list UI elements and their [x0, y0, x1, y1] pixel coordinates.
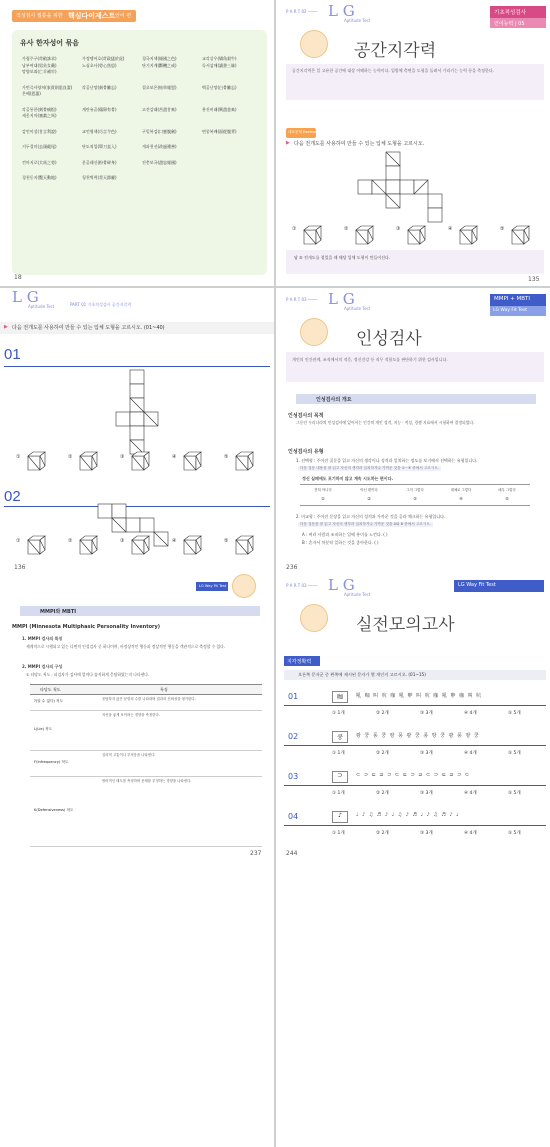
example-tag: 대표문제 Examples [286, 128, 316, 138]
question-number: 04 [288, 812, 299, 821]
divider [284, 705, 546, 706]
symbol-row: ⊂ ⊃ ⊆ ⊇ ⊃ ⊂ ⊆ ⊃ ⊇ ⊂ ⊃ ⊆ ⊇ ⊃ ⊂ [356, 772, 471, 778]
answer-choice: ④ 4개 [464, 751, 477, 756]
table-head-cell: 타당도 척도 [40, 687, 61, 692]
answer-choice: ④ 4개 [464, 791, 477, 796]
idiom-item: 감언이설(甘言利說) [22, 128, 57, 134]
lgt-series: Aptitude Test [344, 592, 371, 597]
idiom-item: 독서삼매(讀書三昧) [202, 62, 237, 68]
answer-choice: ③ 3개 [420, 831, 433, 836]
option-cube-icon [458, 224, 480, 246]
symbol-row: 쾅 쿵 퐁 쿵 땅 퐁 쾅 쿵 퐁 땅 쿵 쾅 퐁 땅 쿵 [356, 733, 480, 739]
page-number: 236 [286, 564, 298, 571]
table-cell: ?(알 수 없다) 척도 [34, 699, 63, 703]
option-cube-icon [130, 450, 152, 472]
idiom-item: 가빈즉사양처(家貧則思良妻) [22, 84, 73, 90]
page-number: 136 [14, 564, 26, 571]
mascot-icon [300, 318, 328, 346]
option-cube-icon [78, 450, 100, 472]
answer-choice: ⑤ 5개 [508, 711, 521, 716]
net-figure [346, 150, 466, 224]
idiom-item: 청천벽력(靑天霹靂) [82, 175, 117, 180]
page-number: 18 [14, 274, 22, 281]
chapter-label: PART 01 기초적성검사 공간지각력 [70, 302, 132, 307]
page-236 [276, 288, 550, 574]
page-title: 실전모의고사 [356, 615, 455, 635]
lgt-logo: L G [328, 290, 355, 308]
table-row [30, 710, 262, 751]
scale-mark: ② [367, 496, 371, 501]
sub-tab: 지각정확력 [284, 656, 320, 666]
idiom-item: 경천동지(驚天動地) [22, 175, 57, 180]
lgt-series: Aptitude Test [28, 304, 55, 309]
mascot-icon [232, 574, 256, 598]
badge-sub: 언어 편 [115, 13, 132, 19]
section-bar: 인성검사의 개요 [296, 394, 536, 404]
purpose-text: 그동안 우리나라의 인성검사에 있어서는 인간의 개인 성격, 지능 · 적성, 경쟁 지표에서 시험하여 결정되었다. [296, 420, 475, 425]
intro-box: 개인의 인간관계, 조직에서의 적응, 정신건강 등 직무 적합도를 판단하기 위한 검사입니다. [286, 352, 544, 382]
table-cell: 심리적 고통이나 부적응을 나타낸다. [102, 753, 156, 757]
type2-text: 2. 비교형 : 주어진 문장을 읽고 자신의 성격과 가까운 것을 골라 체크하는 유형입니다. [296, 514, 446, 519]
idiom-item: 구밀복검(口蜜腹劍) [142, 128, 177, 134]
answer-box: 답 ⑤ 전개도를 접었을 때 해당 입체 도형이 만들어진다. [286, 250, 544, 274]
section-bar: MMPI와 MBTI [20, 606, 260, 616]
page-number: 135 [528, 276, 540, 283]
lgt-series: Aptitude Test [344, 306, 371, 311]
idiom-item: 진충보국(盡忠報國) [142, 159, 177, 165]
option-cube-icon [78, 534, 100, 556]
answer-choice: ③ 3개 [420, 711, 433, 716]
page-244 [276, 574, 550, 860]
idiom-item: 단도직입(單刀直入) [82, 144, 117, 149]
option-label: ① [292, 226, 297, 232]
idiom-item: 경국지색(傾國之色) [142, 56, 177, 61]
table-cell: 방어적인 태도를 측정하며 문제를 부정하는 경향을 나타낸다. [102, 779, 192, 783]
scale-mark: ① [321, 496, 325, 501]
part-strip: P A R T 02 ──── [286, 9, 318, 14]
key-symbol: 咖 [332, 691, 348, 703]
heading-purpose: 인성검사의 목적 [288, 413, 324, 419]
idiom-item: 거두절미(去頭截尾) [22, 144, 57, 149]
answer-choice: ② 2개 [376, 831, 389, 836]
option-label: ④ [172, 454, 177, 460]
page-number: 237 [250, 850, 262, 857]
option-cube-icon [182, 450, 204, 472]
option-label: ③ [396, 226, 401, 232]
answer-choice: ② 2개 [376, 751, 389, 756]
type2-note: 다음 질문을 잘 읽고 자신의 생각과 일치하거나 가까운 것을 A와 B 중에서 고르시오. [300, 522, 431, 526]
lgt-series: Aptitude Test [344, 18, 371, 23]
answer-choice: ① 1개 [332, 751, 345, 756]
option-label: ④ [448, 226, 453, 232]
table-head-cell: 특징 [160, 687, 168, 692]
answer-choice: ③ 3개 [420, 791, 433, 796]
question-text: 다음 전개도를 사용하여 만들 수 있는 입체 도형을 고르시오. [294, 141, 425, 147]
section-tab-top: MMPI + MBTI [490, 294, 546, 306]
idiom-item: 결초보은(結草報恩) [142, 84, 177, 90]
section-tab-bottom: LG Way Fit Test [490, 306, 546, 316]
option-label: ② [68, 454, 73, 460]
composition-text: ① 타당도 척도 : 피검자가 검사에 얼마나 솔직하게 응답하였는지 나타낸다. [26, 672, 150, 677]
option-label: ③ [120, 538, 125, 544]
answer-choice: ⑤ 5개 [508, 791, 521, 796]
sub-heading-1: 1. MMPI 검사의 특징 [22, 636, 63, 641]
idiom-item: 각골통한(刻骨痛恨) [22, 106, 57, 112]
divider [284, 745, 546, 746]
badge-text: 적성검사 필통을 위한 [16, 13, 63, 19]
symbol-row: 吼 咖 叫 吭 咖 吼 咿 叫 吭 咖 吼 咿 咖 叫 吭 [356, 693, 483, 699]
intro-box: 공간지각력은 일 고유한 공간에 대상 이해하는 능력이다. 입방체 측면을 도형을 돌려서 가리키는 능력 등을 측정한다. [286, 64, 544, 100]
section-tab-bottom: 언어능력 | 05 [490, 18, 546, 28]
lgt-logo: L G [12, 288, 39, 306]
likert-scale [300, 484, 530, 506]
part-strip: P A R T 03 ──── [286, 583, 318, 588]
idiom-item: 단기지계(斷機之戒) [142, 62, 177, 68]
scale-label: 대체로 그렇다 [450, 488, 472, 492]
page-136 [0, 288, 274, 574]
answer-choice: ⑤ 5개 [508, 831, 521, 836]
heading-types: 인성검사의 유형 [288, 449, 324, 455]
type2-option-a: A : 여러 사람과 조직하는 일에 흥미를 느낀다. ( ) [302, 532, 388, 537]
option-cube-icon [406, 224, 428, 246]
idiom-item: 망양보뢰(亡羊補牢) [22, 69, 57, 74]
type1-note: 다음 질문 내용을 잘 읽고 자신의 생각과 일치하거나 가까운 것을 ①~⑤ 중에서 고르시오. [300, 466, 439, 470]
digest-badge [12, 10, 136, 22]
page-237 [0, 574, 274, 860]
option-label: ① [16, 454, 21, 460]
scale-label: 매우 그렇다 [498, 488, 516, 492]
section-tab-top: 기초적성검사 [490, 6, 546, 18]
badge-title: 핵심다이제스트 [68, 12, 116, 20]
scale-label: 아닌 편이다 [360, 488, 378, 492]
option-cube-icon [234, 450, 256, 472]
instruction: 다음 전개도를 사용하여 만들 수 있는 입체 도형을 고르시오. (01~40) [12, 325, 165, 331]
idiom-item: 남부여대(男負女戴) [22, 62, 57, 68]
idiom-item: 은혜(恩惠) [22, 91, 41, 96]
key-symbol: 쿵 [332, 731, 348, 743]
question-number-2: 02 [4, 488, 21, 505]
option-label: ⑤ [500, 226, 505, 232]
sub-heading-2: 2. MMPI 검사의 구성 [22, 664, 63, 669]
idiom-item: 교언영색(巧言令色) [82, 128, 117, 134]
option-cube-icon [302, 224, 324, 246]
features-text: 세계적으로 시행되고 있는 다면적 인성검사 중 하나이며, 비정상적인 행동과 정상적인 행동을 객관적으로 측정할 수 있다. [26, 644, 226, 649]
scale-mark: ③ [413, 496, 417, 501]
question-number: 01 [288, 692, 299, 701]
idiom-item: 가렴주구(苛斂誅求) [22, 56, 57, 61]
option-cube-icon [510, 224, 532, 246]
idiom-panel [12, 30, 267, 275]
net-figure-1 [90, 368, 180, 458]
table-cell: 자신을 좋게 보이려는 경향을 측정한다. [102, 713, 160, 717]
option-cube-icon [130, 534, 152, 556]
symbol-row: ♩ ♪ ♫ ♬ ♪ ♩ ♫ ♪ ♬ ♩ ♪ ♫ ♬ ♪ ♩ [356, 812, 460, 818]
lgt-logo: L G [328, 2, 355, 20]
key-symbol: ⊃ [332, 771, 348, 783]
scale-mark: ④ [459, 496, 463, 501]
page-title: 공간지각력 [354, 41, 437, 61]
section-tab-top: LG Way Fit Test [454, 580, 544, 592]
idiom-item: 계란유골(鷄卵有骨) [82, 106, 117, 112]
option-cube-icon [234, 534, 256, 556]
idiom-item: 면종복배(面從腹背) [202, 128, 237, 134]
option-label: ② [68, 538, 73, 544]
table-row [30, 750, 262, 777]
answer-choice: ① 1개 [332, 711, 345, 716]
option-label: ④ [172, 538, 177, 544]
idiom-item: 교각살우(矯角殺牛) [202, 56, 237, 61]
idiom-item: 흥진비래(興盡悲來) [202, 106, 237, 112]
divider [284, 825, 546, 826]
scale-mark: ⑤ [505, 496, 509, 501]
option-label: ③ [120, 454, 125, 460]
question-number-1: 01 [4, 346, 21, 363]
page-135 [276, 0, 550, 286]
answer-choice: ② 2개 [376, 791, 389, 796]
idiom-item: 견마지로(犬馬之勞) [22, 159, 57, 165]
key-symbol: ♪ [332, 811, 348, 823]
answer-choice: ① 1개 [332, 831, 345, 836]
idiom-item: 개과천선(改過遷善) [142, 144, 177, 149]
part-strip: P A R T 03 ──── [286, 297, 318, 302]
mascot-icon [300, 604, 328, 632]
table-cell: K(Defensiveness) 척도 [34, 808, 74, 812]
mascot-icon [300, 30, 328, 58]
idiom-item: 분골쇄신(粉骨碎身) [82, 159, 117, 165]
idiom-item: 노심초사(勞心焦思) [82, 62, 117, 68]
scale-label: 그저 그렇다 [406, 488, 424, 492]
table-row [30, 776, 262, 847]
option-label: ① [16, 538, 21, 544]
page-number: 244 [286, 850, 298, 857]
answer-choice: ① 1개 [332, 791, 345, 796]
idiom-item: 고진감래(苦盡甘來) [142, 106, 177, 112]
question-arrow-icon: ▶ [286, 140, 290, 146]
type1-question: 정신 실패에도 포기하지 않고 계속 시도하는 편이다. [302, 476, 394, 481]
option-cube-icon [354, 224, 376, 246]
option-label: ⑤ [224, 538, 229, 544]
question-number: 02 [288, 732, 299, 741]
divider [284, 785, 546, 786]
option-label: ⑤ [224, 454, 229, 460]
panel-heading: 유사 한자성어 묶음 [20, 39, 79, 47]
option-label: ② [344, 226, 349, 232]
page-18 [0, 0, 274, 286]
option-cube-icon [182, 534, 204, 556]
answer-choice: ④ 4개 [464, 831, 477, 836]
section-tab: LG Way Fit Test [196, 582, 228, 591]
answer-choice: ⑤ 5개 [508, 751, 521, 756]
page-title: 인성검사 [356, 329, 422, 349]
question-number: 03 [288, 772, 299, 781]
question-arrow-icon: ▶ [4, 324, 8, 330]
heading-mmpi: MMPI (Minnesota Multiphasic Personality Inventory) [12, 624, 161, 630]
lgt-logo: L G [328, 576, 355, 594]
idiom-item: 새옹지마(塞翁之馬) [22, 113, 57, 118]
answer-choice: ② 2개 [376, 711, 389, 716]
answer-choice: ③ 3개 [420, 751, 433, 756]
option-cube-icon [26, 450, 48, 472]
table-cell: 응답하지 않은 문항의 수를 나타내며 결과의 신뢰성을 평가한다. [102, 697, 196, 701]
table-cell: F(Infrequency) 척도 [34, 760, 69, 764]
type2-option-b: B : 혼자서 차분히 일하는 것을 좋아한다. ( ) [302, 540, 379, 545]
option-cube-icon [26, 534, 48, 556]
idiom-item: 백골난망(白骨難忘) [202, 84, 237, 90]
idiom-item: 각골난망(刻骨難忘) [82, 84, 117, 90]
type1-text: 1. 선택형 : 주어진 질문을 읽고 자신의 생각이나 성격과 일치하는 정도를 보기에서 선택하는 유형입니다. [296, 458, 478, 463]
scale-label: 전혀 아니다 [314, 488, 332, 492]
table-row [30, 694, 262, 711]
instruction-bar: 오른쪽 문자군 중 왼쪽에 제시된 문자가 몇 개인지 고르시오. (01~15) [284, 670, 546, 680]
idiom-item: 가정맹어호(苛政猛於虎) [82, 56, 125, 61]
answer-choice: ④ 4개 [464, 711, 477, 716]
table-cell: L(Lie) 척도 [34, 727, 53, 731]
